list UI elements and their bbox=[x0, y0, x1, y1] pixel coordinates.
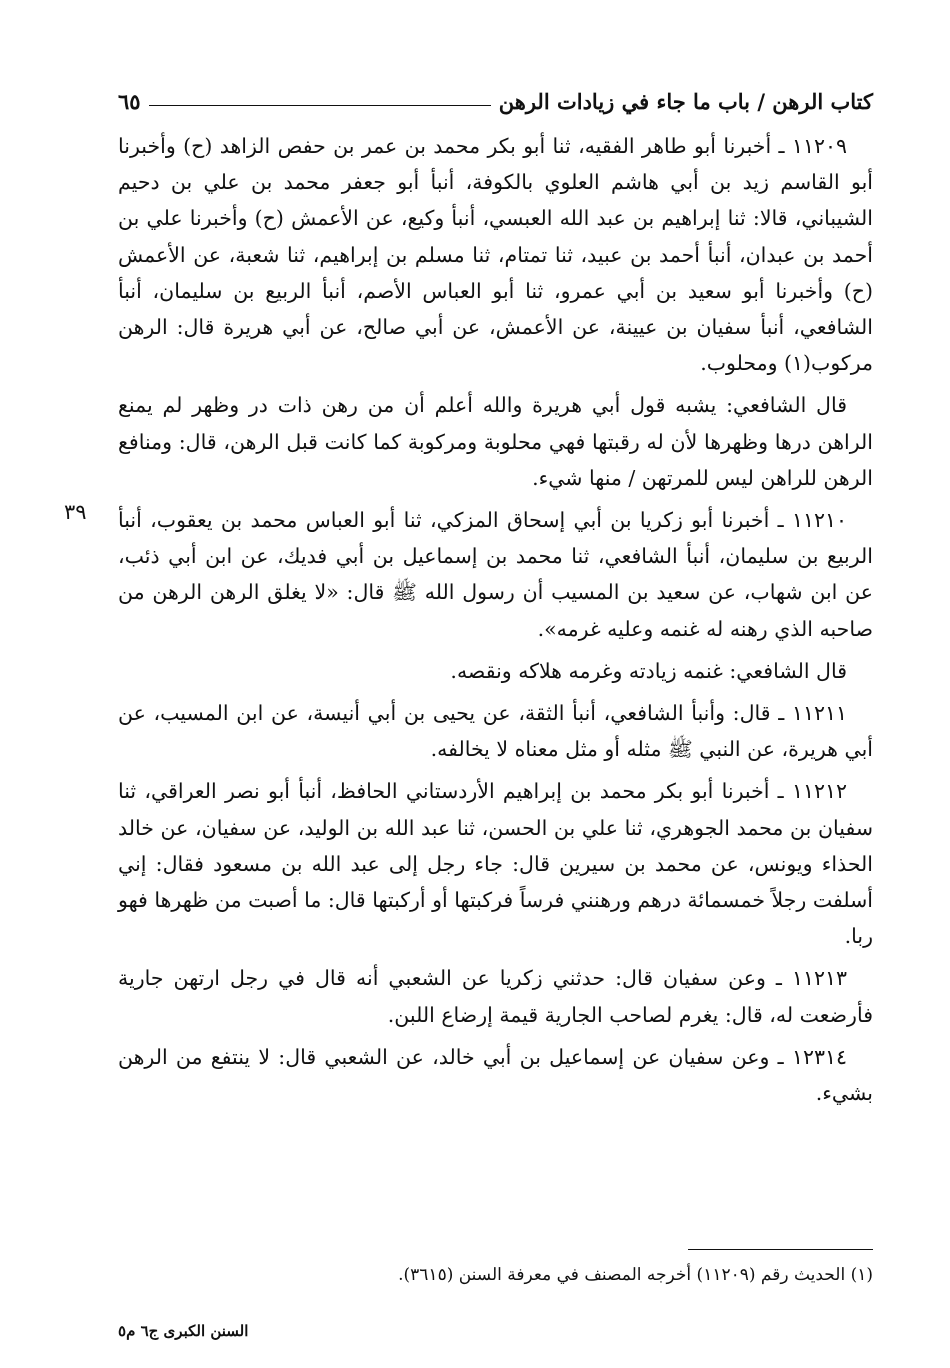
header-title: كتاب الرهن / باب ما جاء في زيادات الرهن bbox=[498, 89, 873, 114]
footnote: (١) الحديث رقم (١١٢٠٩) أخرجه المصنف في معرفة السنن (٣٦١٥). bbox=[398, 1265, 873, 1285]
paragraph-12314: ١٢٣١٤ ـ وعن سفيان عن إسماعيل بن أبي خالد، عن الشعبي قال: لا ينتفع من الرهن بشيء. bbox=[118, 1044, 873, 1106]
paragraph-11212: ١١٢١٢ ـ أخبرنا أبو بكر محمد بن إبراهيم الأردستاني الحافظ، أنبأ أبو نصر العراقي، ثنا سفيان بن محمد الجوهري، ثنا علي بن الحسن، ثنا عبد الله بن الوليد، عن سفيان، عن خالد الحذاء ويونس، عن محمد بن سيرين قال: جاء رجل إلى عبد الله بن مسعود فقال: إني أسلفت رجلاً خمسمائة درهم ورهنني فرساً فركبتها أو أركبتها قال: ما أصبت من ظهرها فهو ربا. bbox=[118, 779, 873, 949]
page-number: ٦٥ bbox=[118, 89, 141, 114]
footnote-rule bbox=[688, 1249, 873, 1250]
main-text bbox=[118, 128, 873, 1117]
paragraph-11211: ١١٢١١ ـ قال: وأنبأ الشافعي، أنبأ الثقة، عن يحيى بن أبي أنيسة، عن ابن المسيب، عن أبي هريرة، عن النبي ﷺ مثله أو مثل معناه لا يخالفه. bbox=[118, 701, 873, 762]
paragraph-11209: ١١٢٠٩ ـ أخبرنا أبو طاهر الفقيه، ثنا أبو بكر محمد بن عمر بن حفص الزاهد (ح) وأخبرنا أبو القاسم زيد بن أبي هاشم العلوي بالكوفة، أنبأ أبو جعفر محمد بن علي بن دحيم الشيباني، قالا: ثنا إبراهيم بن عبد الله العبسي، أنبأ وكيع، عن الأعمش (ح) وأخبرنا علي بن أحمد بن عبدان، أنبأ أحمد بن عبيد، ثنا تمتام، ثنا مسلم بن إبراهيم، ثنا شعبة، عن الأعمش (ح) وأخبرنا أبو سعيد بن أبي عمرو، ثنا أبو العباس الأصم، أنبأ الربيع بن سليمان، أنبأ الشافعي، أنبأ سفيان بن عيينة، عن الأعمش، عن أبي صالح، عن أبي هريرة قال: الرهن مركوب(١) ومحلوب. bbox=[118, 134, 873, 376]
printer-signature: السنن الكبرى ج٦ م٥ bbox=[118, 1322, 249, 1340]
header-rule bbox=[149, 105, 491, 106]
margin-page-marker: ٣٩ bbox=[64, 500, 87, 524]
paragraph-11210: ١١٢١٠ ـ أخبرنا أبو زكريا بن أبي إسحاق المزكي، ثنا أبو العباس محمد بن يعقوب، أنبأ الربيع بن سليمان، أنبأ الشافعي، ثنا محمد بن إسماعيل بن أبي فديك، عن ابن أبي ذئب، عن ابن شهاب، عن سعيد بن المسيب أن رسول الله ﷺ قال: «لا يغلق الرهن الرهن من صاحبه الذي رهنه له غنمه وعليه غرمه». bbox=[118, 508, 873, 641]
running-header bbox=[118, 78, 873, 114]
paragraph-11213: ١١٢١٣ ـ وعن سفيان قال: حدثني زكريا عن الشعبي أنه قال في رجل ارتهن جارية فأرضعت له، قال: يغرم لصاحب الجارية قيمة إرضاع اللبن. bbox=[118, 966, 873, 1027]
paragraph-shafii-comment-2: قال الشافعي: غنمه زيادته وغرمه هلاكه ونقصه. bbox=[450, 658, 847, 683]
paragraph-shafii-comment-1: قال الشافعي: يشبه قول أبي هريرة والله أعلم أن من رهن ذات در وظهر لم يمنع الراهن درها وظهرها لأن له رقبتها فهي محلوبة ومركوبة كما كانت قبل الرهن، قال: ومنافع الرهن للراهن ليس للمرتهن / منها شيء. bbox=[118, 393, 873, 490]
